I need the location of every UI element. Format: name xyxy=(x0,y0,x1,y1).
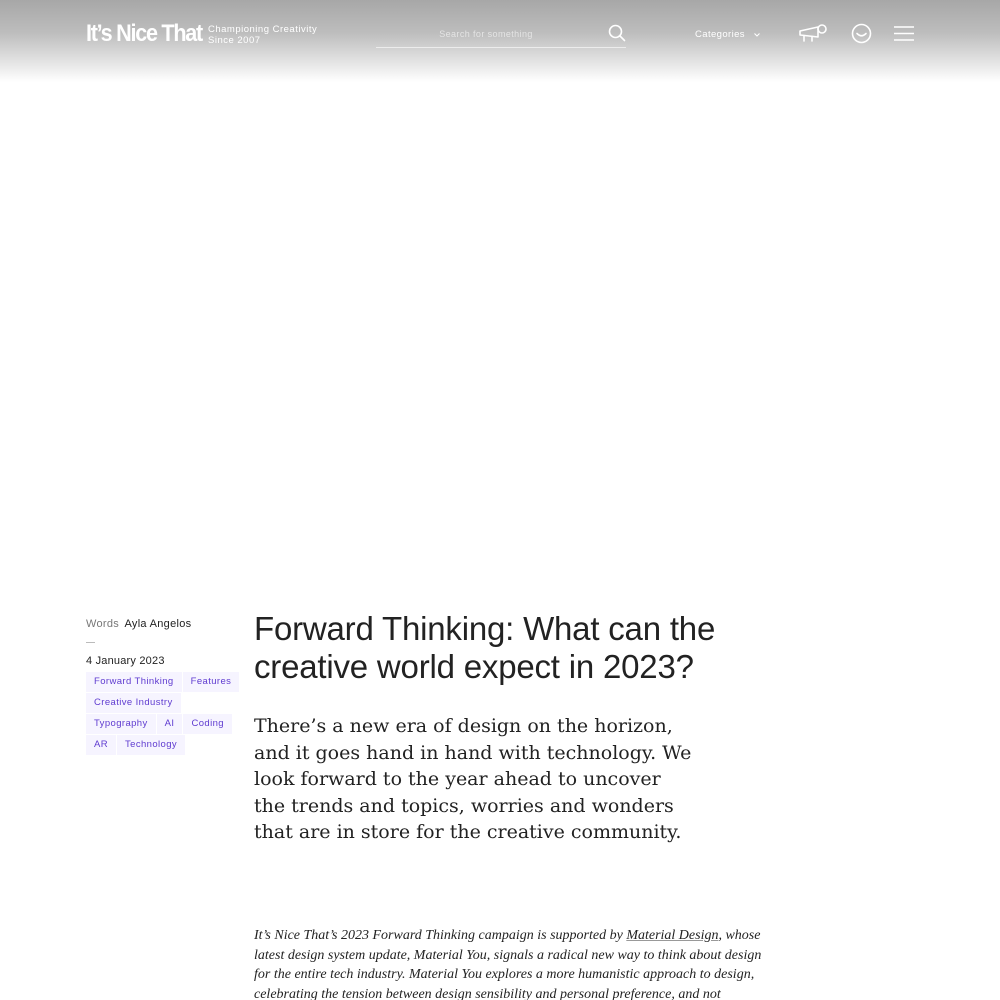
tag-typography[interactable]: Typography xyxy=(86,714,156,734)
tag-ar[interactable]: AR xyxy=(86,735,116,755)
search-icon[interactable] xyxy=(608,24,626,42)
site-header xyxy=(0,0,1000,82)
site-logo[interactable]: It’s Nice That xyxy=(86,20,203,47)
tagline-line-1: Championing Creativity xyxy=(208,24,318,35)
publish-date: 4 January 2023 xyxy=(86,655,165,667)
hamburger-menu-icon[interactable] xyxy=(893,25,915,42)
chevron-down-icon xyxy=(753,32,761,38)
tag-ai[interactable]: AI xyxy=(157,714,183,734)
tag-coding[interactable]: Coding xyxy=(183,714,232,734)
divider xyxy=(86,642,95,643)
tag-creative-industry[interactable]: Creative Industry xyxy=(86,693,181,713)
byline xyxy=(86,618,246,630)
article-meta xyxy=(86,618,246,755)
smiley-icon[interactable] xyxy=(851,23,872,44)
megaphone-icon[interactable] xyxy=(798,22,828,44)
article-body-intro xyxy=(254,926,764,1000)
tag-features[interactable]: Features xyxy=(183,672,240,692)
body-text-2: , whose latest design system update, Material You, signals a radical new way to think about design for the entire tech industry. Material You explores a more humanistic approach to design, celebrating the tension between design sensibility and personal preference, and not xyxy=(254,928,762,1000)
tag-technology[interactable]: Technology xyxy=(117,735,185,755)
categories-dropdown[interactable] xyxy=(695,29,761,40)
words-label: Words xyxy=(86,618,120,630)
search-input[interactable] xyxy=(376,24,596,44)
tag-forward-thinking[interactable]: Forward Thinking xyxy=(86,672,182,692)
material-design-link[interactable]: Material Design xyxy=(626,928,719,943)
categories-label: Categories xyxy=(695,29,745,40)
article-standfirst: There’s a new era of design on the horizon, and it goes hand in hand with technology. We look forward to the year ahead to uncover the trends and topics, worries and wonders that are in store for the creative community. xyxy=(254,715,692,843)
tag-spacer xyxy=(182,693,242,713)
tagline-line-2: Since 2007 xyxy=(208,35,261,46)
search-bar xyxy=(376,22,626,48)
author-link[interactable]: Ayla Angelos xyxy=(124,618,192,630)
site-tagline xyxy=(208,24,317,46)
tag-list xyxy=(86,672,246,755)
body-text-1: It’s Nice That’s 2023 Forward Thinking campaign is supported by xyxy=(254,928,627,943)
article-title: Forward Thinking: What can the creative world expect in 2023? xyxy=(254,610,716,685)
